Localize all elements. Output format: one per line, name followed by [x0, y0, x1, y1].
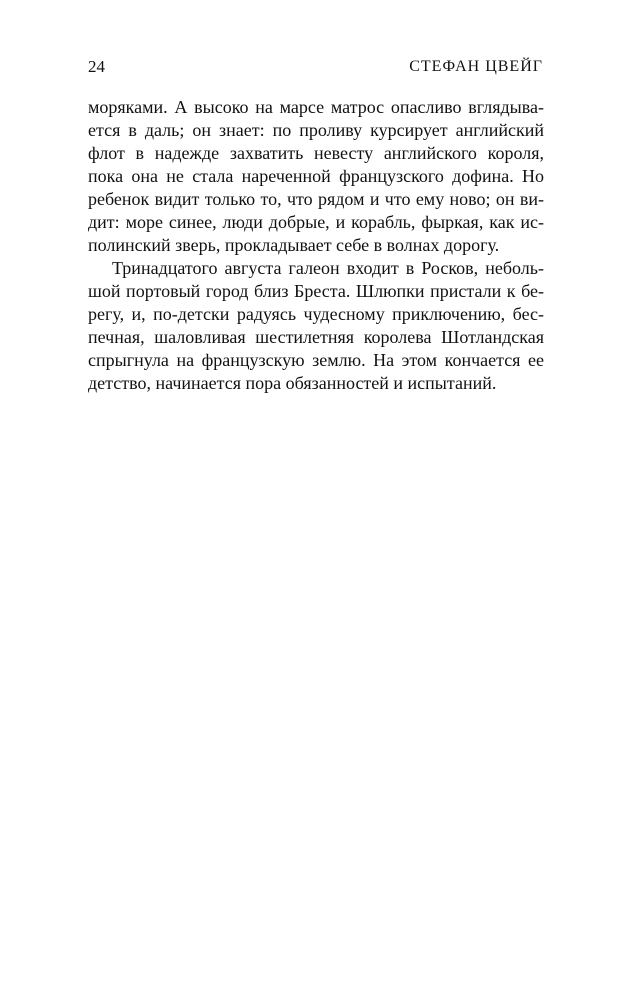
text-line: Тринадцатого августа галеон входит в Росков, неболь-: [112, 258, 544, 278]
text-line: ется в даль; он знает: по проливу курсирует английский: [88, 120, 544, 140]
text-line: пока она не стала нареченной французского дофина. Но: [88, 166, 544, 186]
page-number: 24: [88, 57, 105, 76]
text-line: шой портовый город близ Бреста. Шлюпки пристали к бе-: [88, 281, 544, 301]
text-line: детство, начинается пора обязанностей и испытаний.: [88, 373, 497, 393]
paragraph-1: [88, 96, 544, 257]
paragraph-2: [88, 257, 544, 395]
running-title: СТЕФАН ЦВЕЙГ: [409, 58, 543, 75]
text-line: флот в надежде захватить невесту английского короля,: [88, 143, 544, 163]
text-line: моряками. А высоко на марсе матрос опасливо вглядыва-: [88, 97, 544, 117]
text-line: дит: море синее, люди добрые, и корабль, фыркая, как ис-: [88, 212, 544, 232]
running-head: [88, 56, 543, 80]
body-text: [88, 96, 544, 395]
text-line: ребенок видит только то, что рядом и что ему ново; он ви-: [88, 189, 544, 209]
text-line: регу, и, по-детски радуясь чудесному приключению, бес-: [88, 304, 544, 324]
text-line: полинский зверь, прокладывает себе в волнах дорогу.: [88, 235, 500, 255]
text-line: спрыгнула на французскую землю. На этом кончается ее: [88, 350, 544, 370]
text-line: печная, шаловливая шестилетняя королева Шотландская: [88, 327, 544, 347]
